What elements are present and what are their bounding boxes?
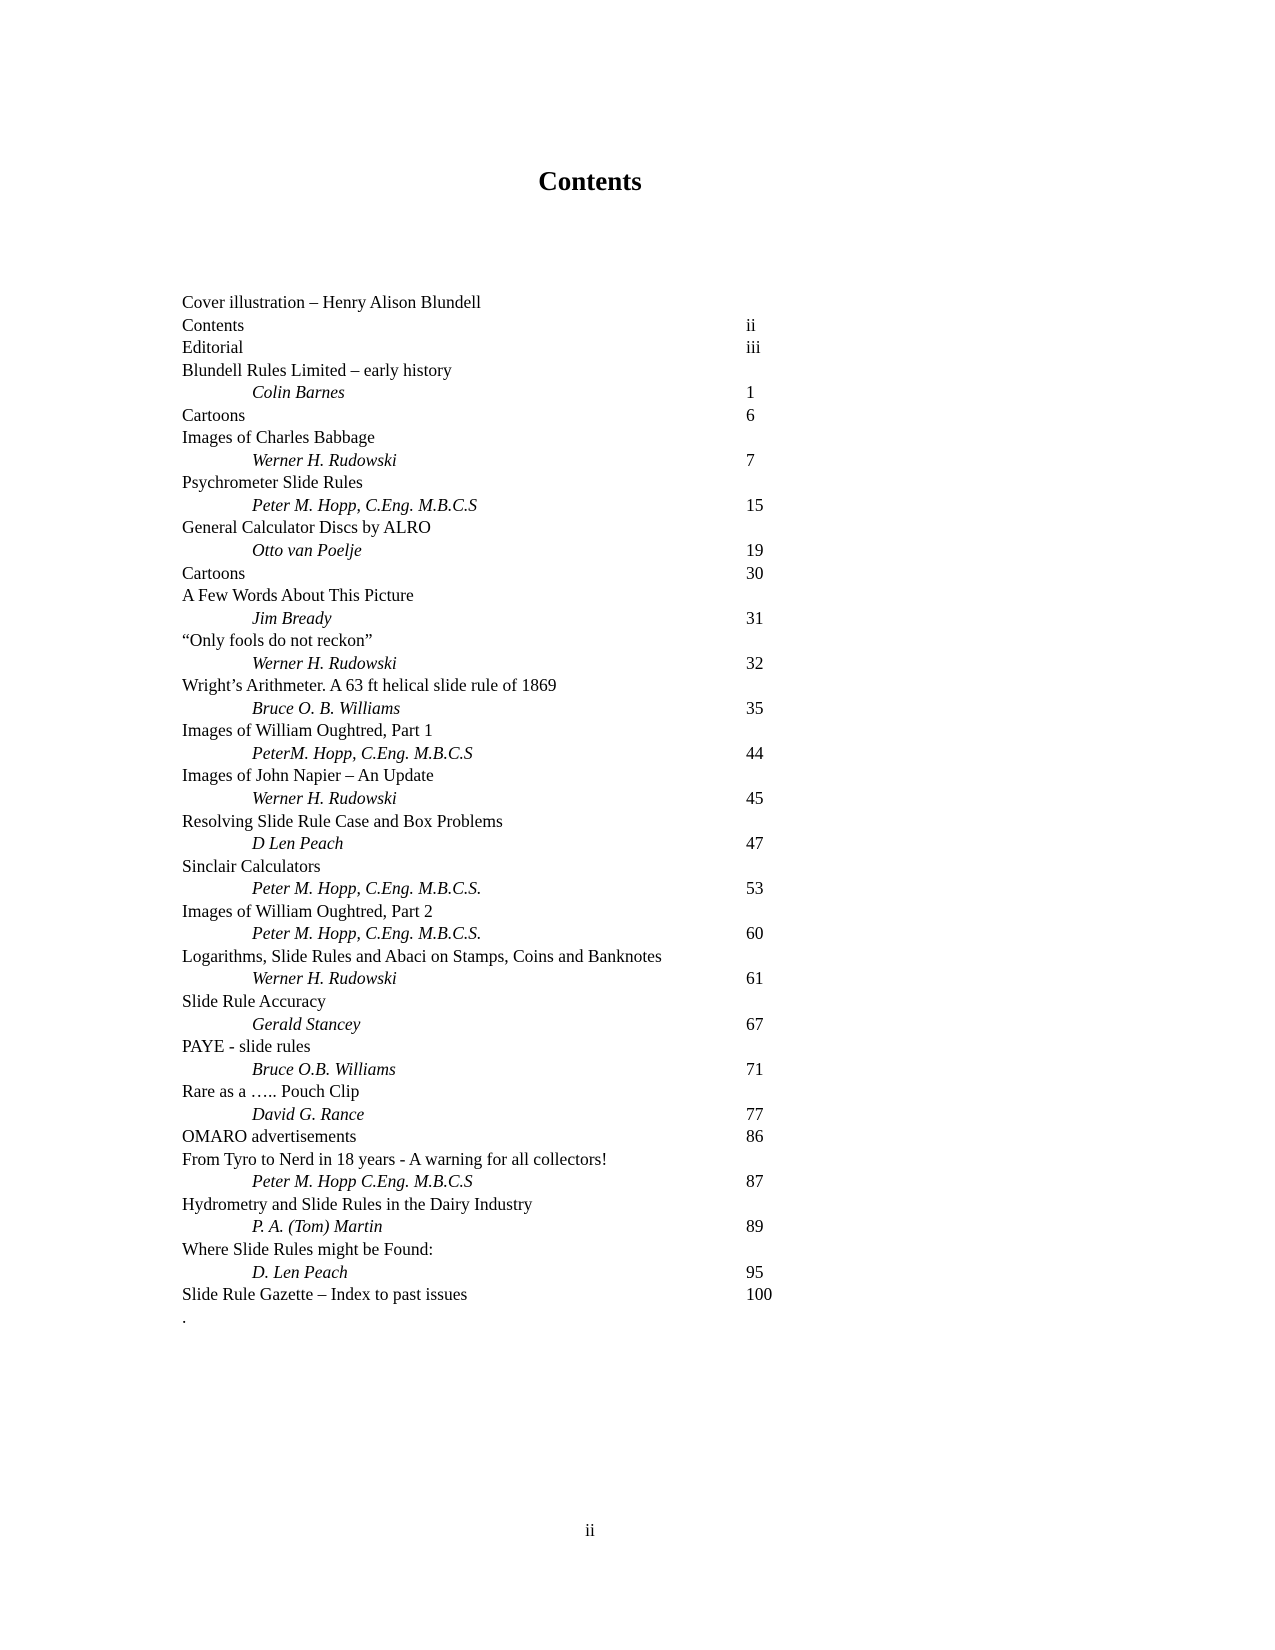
toc-author: Peter M. Hopp, C.Eng. M.B.C.S. xyxy=(252,923,482,944)
toc-entry-row xyxy=(182,900,802,923)
toc-author: Werner H. Rudowski xyxy=(252,788,397,809)
toc-author-row xyxy=(182,449,802,472)
toc-title: “Only fools do not reckon” xyxy=(182,630,373,651)
trailing-mark: . xyxy=(182,1307,187,1327)
toc-entry-row xyxy=(182,764,802,787)
toc-author-row xyxy=(182,1215,802,1238)
page-title: Contents xyxy=(538,166,642,196)
table-of-contents xyxy=(182,291,802,1306)
toc-title: Images of Charles Babbage xyxy=(182,427,375,448)
toc-author: Gerald Stancey xyxy=(252,1013,361,1034)
toc-title: Images of William Oughtred, Part 2 xyxy=(182,900,433,921)
toc-author: Bruce O. B. Williams xyxy=(252,697,401,718)
toc-author: Werner H. Rudowski xyxy=(252,652,397,673)
toc-page-number: 60 xyxy=(746,923,764,944)
toc-page-number: 35 xyxy=(746,697,764,718)
toc-page-number: 32 xyxy=(746,652,764,673)
toc-entry-row xyxy=(182,1238,802,1261)
toc-entry-row xyxy=(182,674,802,697)
toc-author-row xyxy=(182,1058,802,1081)
toc-title: Logarithms, Slide Rules and Abaci on Stamps, Coins and Banknotes xyxy=(182,945,662,966)
toc-author: Bruce O.B. Williams xyxy=(252,1058,396,1079)
toc-title: PAYE - slide rules xyxy=(182,1036,311,1057)
toc-author-row xyxy=(182,787,802,810)
toc-author: Jim Bready xyxy=(252,607,332,628)
toc-title: Contents xyxy=(182,314,245,335)
toc-page-number: 30 xyxy=(746,562,764,583)
toc-page-number: 31 xyxy=(746,607,764,628)
toc-entry-row xyxy=(182,584,802,607)
toc-author-row xyxy=(182,922,802,945)
toc-author: David G. Rance xyxy=(252,1103,365,1124)
toc-entry-row xyxy=(182,810,802,833)
toc-page-number: 45 xyxy=(746,788,764,809)
toc-entry-row xyxy=(182,562,802,585)
toc-title: Hydrometry and Slide Rules in the Dairy Industry xyxy=(182,1193,533,1214)
toc-entry-row xyxy=(182,1283,802,1306)
toc-author-row xyxy=(182,652,802,675)
toc-title: Cartoons xyxy=(182,404,246,425)
toc-entry-row xyxy=(182,719,802,742)
toc-author-row xyxy=(182,539,802,562)
toc-author-row xyxy=(182,1013,802,1036)
toc-author: D. Len Peach xyxy=(252,1261,348,1282)
toc-page-number: 71 xyxy=(746,1058,764,1079)
toc-author: Peter M. Hopp, C.Eng. M.B.C.S. xyxy=(252,878,482,899)
toc-author-row xyxy=(182,1170,802,1193)
page-number: ii xyxy=(585,1520,595,1540)
toc-title: Where Slide Rules might be Found: xyxy=(182,1238,434,1259)
toc-title: Cover illustration – Henry Alison Blundell xyxy=(182,292,481,312)
toc-page-number: 100 xyxy=(746,1284,773,1305)
toc-title: OMARO advertisements xyxy=(182,1126,357,1147)
toc-entry-row xyxy=(182,1148,802,1171)
toc-page-number: 77 xyxy=(746,1103,764,1124)
toc-author-row xyxy=(182,607,802,630)
toc-entry-row xyxy=(182,990,802,1013)
toc-page-number: 86 xyxy=(746,1126,764,1147)
toc-author: Colin Barnes xyxy=(252,382,345,403)
toc-entry-row xyxy=(182,426,802,449)
toc-page-number: 61 xyxy=(746,968,764,989)
toc-author: Otto van Poelje xyxy=(252,540,362,561)
toc-entry-row xyxy=(182,1193,802,1216)
toc-entry-row xyxy=(182,336,802,359)
toc-author: Werner H. Rudowski xyxy=(252,449,397,470)
toc-page-number: iii xyxy=(746,337,761,358)
toc-author: Werner H. Rudowski xyxy=(252,968,397,989)
toc-page-number: 1 xyxy=(746,382,755,403)
toc-entry-row xyxy=(182,291,802,314)
toc-title: Blundell Rules Limited – early history xyxy=(182,359,452,380)
toc-title: Sinclair Calculators xyxy=(182,855,321,876)
toc-entry-row xyxy=(182,1080,802,1103)
toc-author: Peter M. Hopp, C.Eng. M.B.C.S xyxy=(252,494,478,515)
toc-page-number: 67 xyxy=(746,1013,764,1034)
toc-author-row xyxy=(182,877,802,900)
toc-title: Resolving Slide Rule Case and Box Problems xyxy=(182,810,503,831)
toc-entry-row xyxy=(182,629,802,652)
toc-title: Slide Rule Accuracy xyxy=(182,990,326,1011)
toc-entry-row xyxy=(182,404,802,427)
toc-entry-row xyxy=(182,945,802,968)
toc-page-number: 95 xyxy=(746,1261,764,1282)
toc-title: Rare as a ….. Pouch Clip xyxy=(182,1081,360,1102)
toc-title: Wright’s Arithmeter. A 63 ft helical slide rule of 1869 xyxy=(182,675,557,696)
toc-page-number: 7 xyxy=(746,449,755,470)
toc-author-row xyxy=(182,381,802,404)
toc-page-number: 53 xyxy=(746,878,764,899)
toc-title: Slide Rule Gazette – Index to past issues xyxy=(182,1284,468,1305)
toc-page-number: 19 xyxy=(746,540,764,561)
toc-author-row xyxy=(182,832,802,855)
toc-entry-row xyxy=(182,516,802,539)
toc-author: Peter M. Hopp C.Eng. M.B.C.S xyxy=(252,1171,473,1192)
toc-author-row xyxy=(182,1103,802,1126)
toc-title: Psychrometer Slide Rules xyxy=(182,472,363,493)
toc-author: PeterM. Hopp, C.Eng. M.B.C.S xyxy=(252,742,473,763)
toc-author-row xyxy=(182,967,802,990)
toc-page-number: ii xyxy=(746,314,756,335)
toc-page-number: 15 xyxy=(746,494,764,515)
toc-page-number: 44 xyxy=(746,742,764,763)
toc-title: From Tyro to Nerd in 18 years - A warning for all collectors! xyxy=(182,1148,608,1169)
toc-entry-row xyxy=(182,359,802,382)
toc-author: P. A. (Tom) Martin xyxy=(252,1216,383,1237)
toc-title: Images of William Oughtred, Part 1 xyxy=(182,720,433,741)
toc-title: A Few Words About This Picture xyxy=(182,585,414,606)
toc-author-row xyxy=(182,1261,802,1284)
toc-author-row xyxy=(182,697,802,720)
toc-title: Cartoons xyxy=(182,562,246,583)
toc-page-number: 47 xyxy=(746,833,764,854)
toc-page-number: 87 xyxy=(746,1171,764,1192)
toc-entry-row xyxy=(182,1035,802,1058)
toc-author: D Len Peach xyxy=(252,833,344,854)
toc-author-row xyxy=(182,494,802,517)
toc-title: General Calculator Discs by ALRO xyxy=(182,517,431,538)
toc-entry-row xyxy=(182,471,802,494)
toc-entry-row xyxy=(182,314,802,337)
toc-title: Images of John Napier – An Update xyxy=(182,765,434,786)
toc-title: Editorial xyxy=(182,337,244,358)
toc-author-row xyxy=(182,742,802,765)
toc-page-number: 89 xyxy=(746,1216,764,1237)
toc-page-number: 6 xyxy=(746,404,755,425)
toc-entry-row xyxy=(182,1125,802,1148)
toc-entry-row xyxy=(182,855,802,878)
